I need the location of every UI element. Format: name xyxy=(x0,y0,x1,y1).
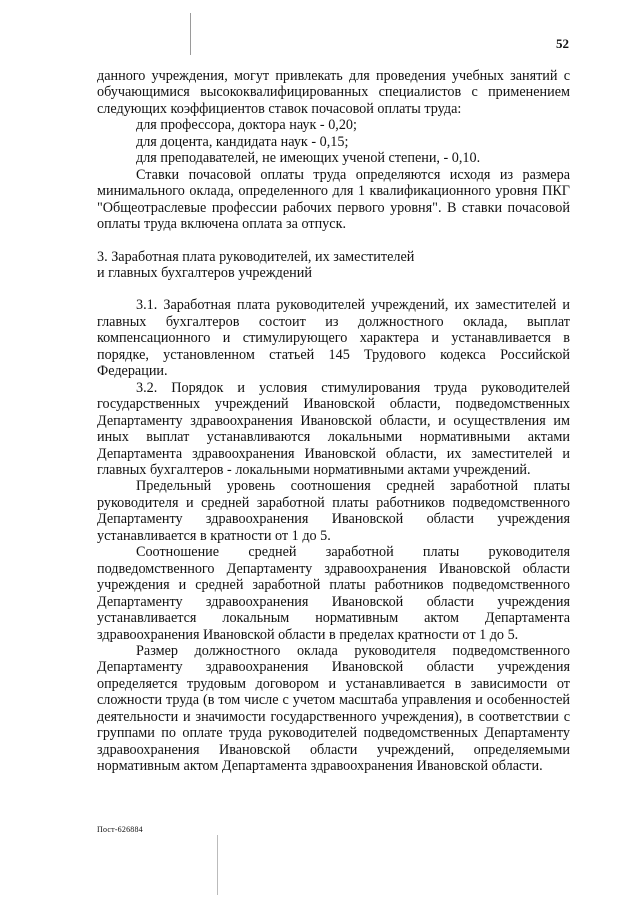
scan-artifact-line xyxy=(190,13,191,55)
paragraph-3-1: 3.1. Заработная плата руководителей учреждений, их заместителей и главных бухгалтеров состоит из должностного оклада, выплат компенсационного и стимулирующего характера и устанавливается в порядке, установленном статьей 145 Трудового кодекса Российской Федерации. xyxy=(97,297,570,380)
section-heading-line-2: и главных бухгалтеров учреждений xyxy=(97,264,312,281)
coefficient-item: для преподавателей, не имеющих ученой степени, - 0,10. xyxy=(136,150,481,167)
salary-ratio-paragraph: Предельный уровень соотношения средней заработной платы руководителя и средней заработной платы работников подведомственного Департаменту здравоохранения Ивановской области учреждения устанавливается в кратности от 1 до 5. xyxy=(97,478,570,544)
paragraph-3-2: 3.2. Порядок и условия стимулирования труда руководителей государственных учреждений Ивановской области, подведомственных Департаменту здравоохранения Ивановской области, и осуществления им иных выплат устанавливаются локальными нормативными актами Департамента здравоохранения Ивановской области, их заместителей и главных бухгалтеров - локальными нормативными актами учреждений. xyxy=(97,379,570,478)
coefficient-item: для доцента, кандидата наук - 0,15; xyxy=(136,133,349,150)
spacer xyxy=(97,233,570,249)
spacer xyxy=(97,281,570,297)
section-heading-line-1: 3. Заработная плата руководителей, их заместителей xyxy=(97,248,415,265)
page-number: 52 xyxy=(556,36,569,51)
scan-artifact-line xyxy=(217,835,218,895)
salary-correlation-paragraph: Соотношение средней заработной платы руководителя подведомственного Департаменту здравоохранения Ивановской области учреждения и средней заработной платы работников подведомственного Департаменту здравоохранения Ивановской области учреждения устанавливается локальным нормативным актом Департамента здравоохранения Ивановской области в пределах кратности от 1 до 5. xyxy=(97,544,570,643)
intro-paragraph: данного учреждения, могут привлекать для проведения учебных занятий с обучающимися высококвалифицированных специалистов с применением следующих коэффициентов ставок почасовой оплаты труда: xyxy=(97,68,570,117)
coefficient-item: для профессора, доктора наук - 0,20; xyxy=(136,117,357,134)
official-salary-paragraph: Размер должностного оклада руководителя подведомственного Департаменту здравоохранения Ивановской области учреждения определяется трудовым договором и устанавливается в зависимости от сложности труда (в том числе с учетом масштаба управления и особенностей деятельности и значимости государственного учреждения), в соответствии с группами по оплате труда руководителей подведомственных Департаменту здравоохранения Ивановской области учреждений, определяемыми нормативным актом Департамента здравоохранения Ивановской области. xyxy=(97,642,570,775)
document-body xyxy=(97,68,570,775)
document-code: Пост-626884 xyxy=(97,825,143,834)
rates-paragraph: Ставки почасовой оплаты труда определяются исходя из размера минимального оклада, определенного для 1 квалификационного уровня ПКГ "Общеотраслевые профессии рабочих первого уровня". В ставки почасовой оплаты труда включена оплата за отпуск. xyxy=(97,166,570,233)
